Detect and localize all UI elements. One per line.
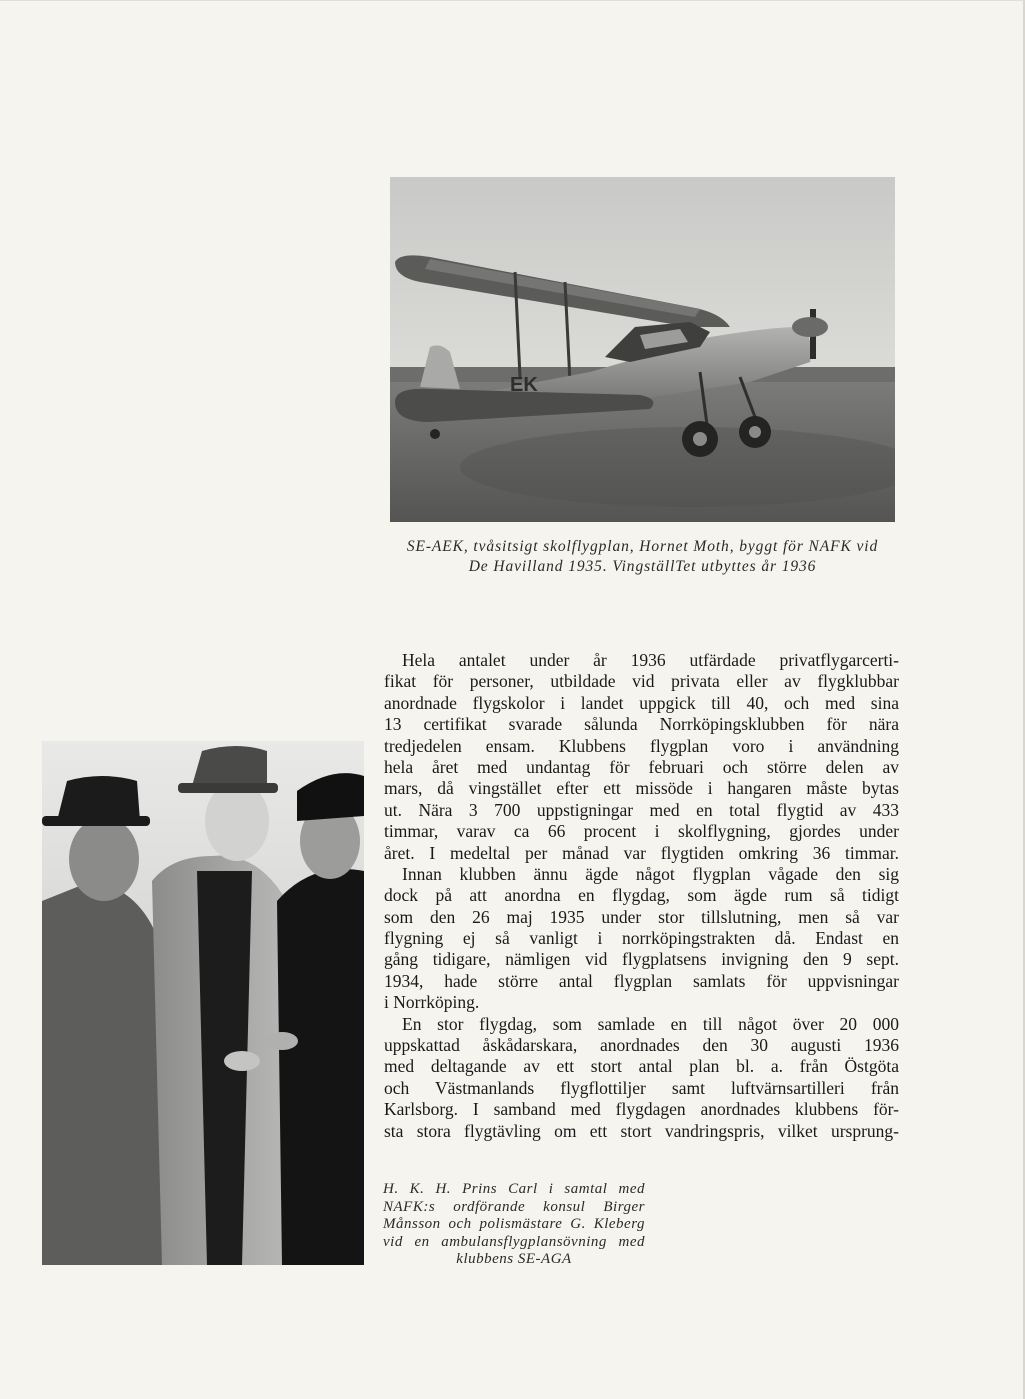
article-line: Hela antalet under år 1936 utfärdade privatflygarcerti-	[402, 650, 899, 670]
caption-line: De Havilland 1935. VingställTet utbyttes år 1936	[468, 558, 817, 575]
article-line: och Västmanlands flygflottiljer samt luftvärnsartilleri från	[384, 1077, 899, 1098]
article-line: sta stora flygtävling om ett stort vandringspris, vilket ursprung-	[384, 1120, 899, 1141]
article-line: dock på att anordna en flygdag, som ägde rum så tidigt	[384, 885, 899, 906]
article-line: En stor flygdag, som samlade en till något över 20 000	[402, 1013, 899, 1034]
people-photo	[42, 741, 364, 1265]
caption-line: NAFK:s ordförande konsul Birger	[383, 1198, 645, 1215]
article-line: med deltagande av ett stort antal plan bl. a. från Östgöta	[384, 1056, 899, 1077]
article-body	[384, 650, 899, 1142]
article-line: i Norrköping.	[384, 992, 480, 1013]
article-line: hela året med undantag för februari och större delen av	[384, 756, 899, 777]
article-line: gång tidigare, nämligen vid flygplatsens invigning den 9 sept.	[384, 949, 899, 970]
article-line: ut. Nära 3 700 uppstigningar med en total flygtid av 433	[384, 799, 899, 820]
people-photo-caption	[383, 1181, 645, 1269]
article-line: 13 certifikat svarade sålunda Norrköpingsklubben för nära	[384, 714, 899, 735]
article-line: uppskattad åskådarskara, anordnades den 30 augusti 1936	[384, 1035, 899, 1056]
airplane-photo-caption	[390, 537, 895, 577]
caption-line: H. K. H. Prins Carl i samtal med	[383, 1181, 645, 1197]
article-line: anordnade flygskolor i landet uppgick till 40, och med sina	[384, 692, 899, 713]
article-line: 1934, hade större antal flygplan samlats för uppvisningar	[384, 970, 899, 991]
caption-line: Månsson och polismästare G. Kleberg	[383, 1216, 645, 1232]
article-line: mars, då vingstället efter ett missöde i hangaren måste bytas	[384, 778, 899, 799]
article-line: som den 26 maj 1935 under stor tillslutning, men så var	[384, 906, 899, 927]
article-line: tredjedelen ensam. Klubbens flygplan voro i användning	[384, 735, 899, 756]
article-line: Karlsborg. I samband med flygdagen anordnades klubbens för-	[384, 1099, 899, 1120]
article-line: timmar, varav ca 66 procent i skolflygning, gjordes under	[384, 821, 899, 842]
airplane-photo	[390, 177, 895, 522]
caption-line: SE-AEK, tvåsitsigt skolflygplan, Hornet Moth, byggt för NAFK vid	[406, 538, 879, 555]
caption-line: klubbens SE-AGA	[456, 1251, 572, 1267]
svg-text:EK: EK	[510, 374, 538, 396]
article-line: Innan klubben ännu ägde något flygplan vågade den sig	[402, 863, 899, 884]
article-line: fikat för personer, utbildade vid privata eller av flygklubbar	[384, 671, 899, 692]
article-line: året. I medeltal per månad var flygtiden omkring 36 timmar.	[384, 842, 899, 863]
article-line: flygning ej så vanligt i norrköpingstrakten då. Endast en	[384, 928, 899, 949]
caption-line: vid en ambulansflygplansövning med	[383, 1233, 645, 1250]
